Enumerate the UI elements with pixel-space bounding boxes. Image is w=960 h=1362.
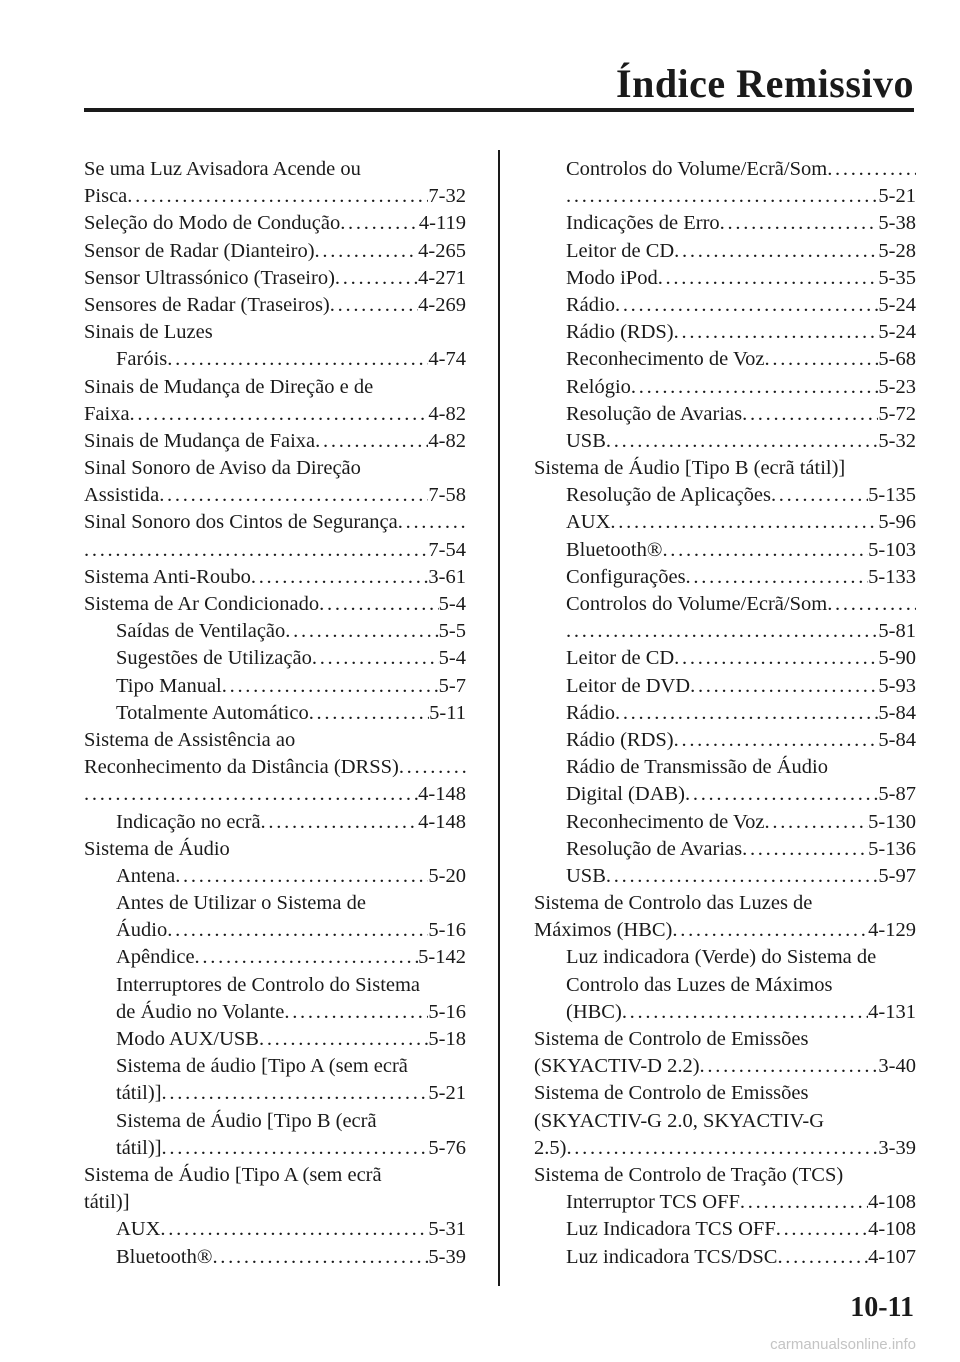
entry-text: Sistema de Áudio bbox=[84, 837, 230, 860]
index-entry bbox=[534, 238, 916, 265]
index-entry bbox=[84, 863, 466, 890]
entry-text: Reconhecimento de Voz bbox=[566, 348, 765, 371]
leader-dots bbox=[658, 265, 879, 292]
entry-text: Sistema de Áudio [Tipo B (ecrã bbox=[116, 1109, 377, 1132]
index-entry bbox=[84, 890, 466, 917]
entry-text: Totalmente Automático bbox=[116, 701, 309, 724]
index-entry bbox=[534, 972, 916, 999]
entry-text: Sistema de Ar Condicionado bbox=[84, 593, 320, 615]
index-entry bbox=[534, 727, 916, 754]
index-entry bbox=[84, 673, 466, 700]
leader-dots bbox=[309, 700, 429, 727]
index-entry bbox=[84, 700, 466, 727]
leader-dots bbox=[162, 1135, 429, 1162]
entry-page-ref: 5-130 bbox=[868, 810, 916, 833]
leader-dots bbox=[566, 618, 878, 645]
entry-page-ref: 5-24 bbox=[878, 293, 916, 316]
leader-dots bbox=[261, 809, 419, 836]
index-entry bbox=[84, 618, 466, 645]
entry-text: Rádio (RDS) bbox=[566, 728, 674, 751]
leader-dots bbox=[222, 673, 439, 700]
leader-dots bbox=[674, 727, 879, 754]
index-entry bbox=[84, 836, 466, 863]
index-entry bbox=[84, 999, 466, 1026]
leader-dots bbox=[606, 863, 879, 890]
entry-page-ref: 5-16 bbox=[428, 919, 466, 942]
index-entry bbox=[534, 482, 916, 509]
entry-text: Rádio bbox=[566, 293, 615, 316]
entry-text: Controlos do Volume/Ecrã/Som bbox=[566, 158, 828, 180]
leader-dots bbox=[674, 319, 879, 346]
index-entry bbox=[534, 836, 916, 863]
index-entry bbox=[534, 509, 916, 536]
index-entry bbox=[534, 591, 916, 618]
index-entry bbox=[534, 183, 916, 210]
entry-text: (HBC) bbox=[566, 1000, 622, 1023]
entry-text: Relógio bbox=[566, 375, 631, 398]
entry-page-ref: 4-107 bbox=[868, 1245, 916, 1268]
leader-dots bbox=[251, 564, 429, 591]
index-entry bbox=[534, 1244, 916, 1271]
leader-dots bbox=[765, 809, 869, 836]
entry-page-ref: 4-82 bbox=[428, 429, 466, 452]
index-entry bbox=[534, 1216, 916, 1243]
index-entry bbox=[84, 1080, 466, 1107]
index-entry bbox=[534, 673, 916, 700]
index-entry bbox=[534, 1080, 916, 1107]
index-entry bbox=[534, 156, 916, 183]
leader-dots bbox=[195, 944, 419, 971]
entry-text: USB bbox=[566, 429, 606, 452]
index-entry bbox=[534, 754, 916, 781]
index-entry bbox=[84, 156, 466, 183]
entry-page-ref: 5-87 bbox=[878, 783, 916, 806]
leader-dots bbox=[765, 346, 879, 373]
leader-dots bbox=[340, 210, 419, 237]
entry-page-ref: 5-5 bbox=[438, 620, 466, 643]
entry-text: Sensores de Radar (Traseiros) bbox=[84, 293, 330, 316]
leader-dots bbox=[130, 401, 429, 428]
leader-dots bbox=[615, 700, 878, 727]
entry-text: Indicações de Erro bbox=[566, 212, 720, 235]
entry-text: Digital (DAB) bbox=[566, 783, 685, 806]
entry-text: Sistema Anti-Roubo bbox=[84, 565, 251, 588]
leader-dots bbox=[771, 482, 868, 509]
entry-page-ref: 5-21 bbox=[878, 185, 916, 208]
leader-dots bbox=[685, 781, 878, 808]
entry-page-ref: 5-93 bbox=[878, 674, 916, 697]
entry-text: 2.5) bbox=[534, 1136, 567, 1159]
index-entry bbox=[84, 1108, 466, 1135]
leader-dots bbox=[662, 537, 868, 564]
leader-dots bbox=[827, 156, 916, 183]
entry-page-ref: 5-4 bbox=[438, 593, 466, 615]
entry-text: Faróis bbox=[116, 348, 168, 371]
index-entry bbox=[534, 265, 916, 292]
leader-dots bbox=[212, 1244, 428, 1271]
leader-dots bbox=[606, 428, 879, 455]
entry-text: Seleção do Modo de Condução bbox=[84, 212, 341, 235]
entry-text: Sistema de Assistência ao bbox=[84, 728, 296, 751]
entry-text: Reconhecimento de Voz bbox=[566, 810, 765, 833]
entry-text: Sistema de Controlo de Emissões bbox=[534, 1082, 809, 1105]
entry-page-ref: 5-68 bbox=[878, 348, 916, 371]
index-entry bbox=[534, 428, 916, 455]
entry-page-ref: 7-32 bbox=[428, 185, 466, 208]
entry-text: tátil)] bbox=[116, 1136, 162, 1159]
index-entry bbox=[534, 401, 916, 428]
entry-page-ref: 7-58 bbox=[428, 484, 466, 507]
leader-dots bbox=[84, 781, 418, 808]
entry-page-ref: 4-119 bbox=[418, 212, 466, 235]
index-entry bbox=[84, 972, 466, 999]
entry-text: Reconhecimento da Distância (DRSS) bbox=[84, 756, 399, 779]
index-entry bbox=[84, 1135, 466, 1162]
index-entry bbox=[84, 210, 466, 237]
entry-page-ref: 7-54 bbox=[428, 538, 466, 561]
entry-text: USB bbox=[566, 864, 606, 887]
index-entry bbox=[534, 1026, 916, 1053]
index-entry bbox=[84, 482, 466, 509]
entry-page-ref: 5-90 bbox=[878, 647, 916, 670]
leader-dots bbox=[159, 482, 428, 509]
index-entry bbox=[84, 1162, 466, 1189]
index-entry bbox=[84, 1216, 466, 1243]
entry-page-ref: 5-81 bbox=[878, 620, 916, 643]
index-entry bbox=[534, 455, 916, 482]
index-entry bbox=[84, 944, 466, 971]
entry-text: Rádio (RDS) bbox=[566, 321, 674, 344]
index-entry bbox=[84, 809, 466, 836]
entry-text: Sistema de Controlo das Luzes de bbox=[534, 892, 813, 915]
index-column-right bbox=[534, 156, 916, 1271]
leader-dots bbox=[285, 618, 438, 645]
index-entry bbox=[534, 292, 916, 319]
entry-text: Sensor de Radar (Dianteiro) bbox=[84, 239, 315, 262]
entry-page-ref: 5-103 bbox=[868, 538, 916, 561]
index-entry bbox=[534, 863, 916, 890]
entry-text: Rádio bbox=[566, 701, 615, 724]
leader-dots bbox=[742, 836, 868, 863]
entry-text: Sugestões de Utilização bbox=[116, 647, 312, 670]
index-entry bbox=[84, 401, 466, 428]
entry-text: Sinal Sonoro dos Cintos de Segurança bbox=[84, 511, 398, 534]
index-entry bbox=[534, 809, 916, 836]
leader-dots bbox=[335, 265, 418, 292]
entry-text: Leitor de CD bbox=[566, 239, 675, 262]
index-entry bbox=[84, 1053, 466, 1080]
entry-page-ref: 3-39 bbox=[878, 1136, 916, 1159]
leader-dots bbox=[690, 673, 878, 700]
entry-text: de Áudio no Volante bbox=[116, 1000, 285, 1023]
leader-dots bbox=[127, 183, 428, 210]
entry-text: Luz indicadora (Verde) do Sistema de bbox=[566, 946, 877, 969]
leader-dots bbox=[777, 1244, 868, 1271]
entry-page-ref: 5-39 bbox=[428, 1245, 466, 1268]
index-entry bbox=[534, 564, 916, 591]
entry-page-ref: 5-20 bbox=[428, 864, 466, 887]
entry-page-ref: 5-35 bbox=[878, 266, 916, 289]
entry-page-ref: 5-7 bbox=[438, 674, 466, 697]
entry-text: Assistida bbox=[84, 484, 160, 507]
entry-page-ref: 5-16 bbox=[428, 1000, 466, 1023]
leader-dots bbox=[84, 537, 428, 564]
leader-dots bbox=[610, 509, 878, 536]
leader-dots bbox=[175, 863, 428, 890]
leader-dots bbox=[284, 999, 428, 1026]
index-entry bbox=[84, 292, 466, 319]
entry-text: Sinais de Luzes bbox=[84, 321, 213, 344]
entry-page-ref: 5-136 bbox=[868, 837, 916, 860]
index-entry bbox=[84, 591, 466, 618]
index-entry bbox=[84, 537, 466, 564]
entry-text: Modo AUX/USB bbox=[116, 1028, 259, 1050]
entry-page-ref: 4-269 bbox=[418, 293, 466, 316]
index-entry bbox=[534, 890, 916, 917]
entry-text: (SKYACTIV-G 2.0, SKYACTIV-G bbox=[534, 1109, 825, 1132]
entry-page-ref: 5-84 bbox=[878, 728, 916, 751]
entry-text: Sinais de Mudança de Faixa bbox=[84, 429, 316, 452]
index-entry bbox=[84, 727, 466, 754]
leader-dots bbox=[686, 564, 869, 591]
leader-dots bbox=[672, 917, 868, 944]
leader-dots bbox=[827, 591, 916, 618]
watermark: carmanualsonline.info bbox=[770, 1336, 916, 1353]
entry-text: (SKYACTIV-D 2.2) bbox=[534, 1055, 700, 1078]
entry-text: Sinal Sonoro de Aviso da Direção bbox=[84, 457, 361, 480]
index-entry bbox=[534, 374, 916, 401]
index-entry bbox=[84, 917, 466, 944]
leader-dots bbox=[740, 1189, 868, 1216]
entry-text: Tipo Manual bbox=[116, 674, 222, 697]
entry-page-ref: 5-72 bbox=[878, 402, 916, 425]
index-entry bbox=[84, 781, 466, 808]
entry-page-ref: 5-28 bbox=[878, 239, 916, 262]
index-entry bbox=[84, 1189, 466, 1216]
entry-text: AUX bbox=[566, 511, 611, 534]
entry-text: Controlos do Volume/Ecrã/Som bbox=[566, 593, 828, 615]
entry-text: Sistema de áudio [Tipo A (sem ecrã bbox=[116, 1055, 408, 1078]
leader-dots bbox=[160, 1216, 428, 1243]
entry-text: Interruptores de Controlo do Sistema bbox=[116, 973, 421, 996]
leader-dots bbox=[674, 238, 878, 265]
entry-text: Apêndice bbox=[116, 946, 195, 969]
entry-page-ref: 5-38 bbox=[878, 212, 916, 235]
entry-text: Sensor Ultrassónico (Traseiro) bbox=[84, 266, 335, 289]
leader-dots bbox=[319, 591, 439, 618]
entry-text: Máximos (HBC) bbox=[534, 919, 673, 942]
index-entry bbox=[84, 346, 466, 373]
leader-dots bbox=[315, 428, 428, 455]
entry-page-ref: 4-148 bbox=[418, 810, 466, 833]
index-entry bbox=[84, 645, 466, 672]
index-entry bbox=[534, 1108, 916, 1135]
leader-dots bbox=[330, 292, 418, 319]
leader-dots bbox=[167, 346, 428, 373]
index-entry bbox=[534, 1053, 916, 1080]
leader-dots bbox=[259, 1026, 428, 1053]
index-entry bbox=[84, 265, 466, 292]
entry-text: Resolução de Aplicações bbox=[566, 484, 771, 507]
index-entry bbox=[534, 700, 916, 727]
entry-page-ref: 5-96 bbox=[878, 511, 916, 534]
index-entry bbox=[534, 537, 916, 564]
entry-page-ref: 4-108 bbox=[868, 1191, 916, 1214]
leader-dots bbox=[399, 754, 466, 781]
entry-text: tátil)] bbox=[116, 1082, 162, 1105]
index-entry bbox=[534, 319, 916, 346]
index-entry bbox=[534, 618, 916, 645]
index-entry bbox=[84, 1026, 466, 1053]
entry-text: Se uma Luz Avisadora Acende ou bbox=[84, 158, 361, 180]
leader-dots bbox=[315, 238, 419, 265]
entry-text: Antes de Utilizar o Sistema de bbox=[116, 892, 366, 915]
entry-text: Leitor de DVD bbox=[566, 674, 691, 697]
entry-text: Luz indicadora TCS/DSC bbox=[566, 1245, 778, 1268]
entry-text: Sistema de Controlo de Tração (TCS) bbox=[534, 1163, 844, 1186]
entry-text: Indicação no ecrã bbox=[116, 810, 261, 833]
entry-text: Sistema de Áudio [Tipo B (ecrã tátil)] bbox=[534, 457, 846, 480]
entry-page-ref: 5-4 bbox=[438, 647, 466, 670]
leader-dots bbox=[776, 1216, 868, 1243]
index-entry bbox=[84, 1244, 466, 1271]
entry-text: Luz Indicadora TCS OFF bbox=[566, 1218, 776, 1241]
index-entry bbox=[534, 210, 916, 237]
entry-text: Configurações bbox=[566, 565, 686, 588]
leader-dots bbox=[312, 645, 439, 672]
index-column-left bbox=[84, 156, 466, 1271]
entry-page-ref: 5-135 bbox=[868, 484, 916, 507]
page-title: Índice Remissivo bbox=[616, 61, 914, 106]
entry-text: Áudio bbox=[116, 919, 168, 942]
entry-text: Bluetooth® bbox=[116, 1245, 213, 1268]
column-divider bbox=[498, 150, 500, 1286]
entry-page-ref: 5-21 bbox=[428, 1082, 466, 1105]
leader-dots bbox=[162, 1080, 429, 1107]
entry-text: Resolução de Avarias bbox=[566, 837, 743, 860]
leader-dots bbox=[742, 401, 878, 428]
entry-text: Faixa bbox=[84, 402, 130, 425]
entry-page-ref: 4-271 bbox=[418, 266, 466, 289]
entry-text: Leitor de CD bbox=[566, 647, 675, 670]
page-number: 10-11 bbox=[850, 1292, 914, 1323]
leader-dots bbox=[631, 374, 879, 401]
entry-page-ref: 4-148 bbox=[418, 783, 466, 806]
leader-dots bbox=[566, 183, 878, 210]
index-entry bbox=[84, 455, 466, 482]
index-entry bbox=[84, 428, 466, 455]
index-entry bbox=[534, 1162, 916, 1189]
entry-page-ref: 3-61 bbox=[428, 565, 466, 588]
entry-page-ref: 5-18 bbox=[428, 1028, 466, 1050]
leader-dots bbox=[398, 509, 466, 536]
entry-text: Sistema de Controlo de Emissões bbox=[534, 1028, 809, 1050]
index-entry bbox=[84, 754, 466, 781]
index-entry bbox=[84, 509, 466, 536]
index-entry bbox=[84, 238, 466, 265]
index-entry bbox=[534, 999, 916, 1026]
entry-text: Pisca bbox=[84, 185, 128, 208]
index-entry bbox=[534, 1189, 916, 1216]
leader-dots bbox=[167, 917, 428, 944]
entry-page-ref: 5-84 bbox=[878, 701, 916, 724]
entry-text: Interruptor TCS OFF bbox=[566, 1191, 740, 1214]
entry-text: Sistema de Áudio [Tipo A (sem ecrã bbox=[84, 1163, 382, 1186]
entry-page-ref: 4-265 bbox=[418, 239, 466, 262]
entry-page-ref: 5-11 bbox=[429, 701, 466, 724]
entry-page-ref: 4-131 bbox=[868, 1000, 916, 1023]
header-rule bbox=[84, 108, 914, 112]
entry-text: Saídas de Ventilação bbox=[116, 620, 286, 643]
entry-text: Bluetooth® bbox=[566, 538, 663, 561]
index-entry bbox=[534, 917, 916, 944]
entry-page-ref: 5-24 bbox=[878, 321, 916, 344]
entry-page-ref: 5-23 bbox=[878, 375, 916, 398]
leader-dots bbox=[720, 210, 879, 237]
entry-text: Controlo das Luzes de Máximos bbox=[566, 973, 833, 996]
leader-dots bbox=[622, 999, 868, 1026]
index-entry bbox=[84, 319, 466, 346]
entry-text: Antena bbox=[116, 864, 176, 887]
entry-page-ref: 5-97 bbox=[878, 864, 916, 887]
entry-page-ref: 5-32 bbox=[878, 429, 916, 452]
entry-page-ref: 3-40 bbox=[878, 1055, 916, 1078]
leader-dots bbox=[674, 645, 878, 672]
index-entry bbox=[534, 346, 916, 373]
entry-text: AUX bbox=[116, 1218, 161, 1241]
index-entry bbox=[84, 183, 466, 210]
entry-page-ref: 5-31 bbox=[428, 1218, 466, 1241]
index-entry bbox=[84, 374, 466, 401]
entry-text: tátil)] bbox=[84, 1191, 130, 1214]
index-entry bbox=[84, 564, 466, 591]
entry-page-ref: 4-108 bbox=[868, 1218, 916, 1241]
entry-text: Sinais de Mudança de Direção e de bbox=[84, 375, 374, 398]
entry-text: Resolução de Avarias bbox=[566, 402, 743, 425]
index-entry bbox=[534, 781, 916, 808]
entry-page-ref: 4-129 bbox=[868, 919, 916, 942]
entry-page-ref: 5-133 bbox=[868, 565, 916, 588]
index-entry bbox=[534, 1135, 916, 1162]
entry-text: Modo iPod bbox=[566, 266, 658, 289]
entry-page-ref: 4-82 bbox=[428, 402, 466, 425]
index-entry bbox=[534, 645, 916, 672]
entry-page-ref: 5-142 bbox=[418, 946, 466, 969]
leader-dots bbox=[566, 1135, 878, 1162]
index-entry bbox=[534, 944, 916, 971]
entry-text: Rádio de Transmissão de Áudio bbox=[566, 756, 828, 779]
entry-page-ref: 5-76 bbox=[428, 1136, 466, 1159]
leader-dots bbox=[700, 1053, 879, 1080]
entry-page-ref: 4-74 bbox=[428, 348, 466, 371]
leader-dots bbox=[615, 292, 878, 319]
